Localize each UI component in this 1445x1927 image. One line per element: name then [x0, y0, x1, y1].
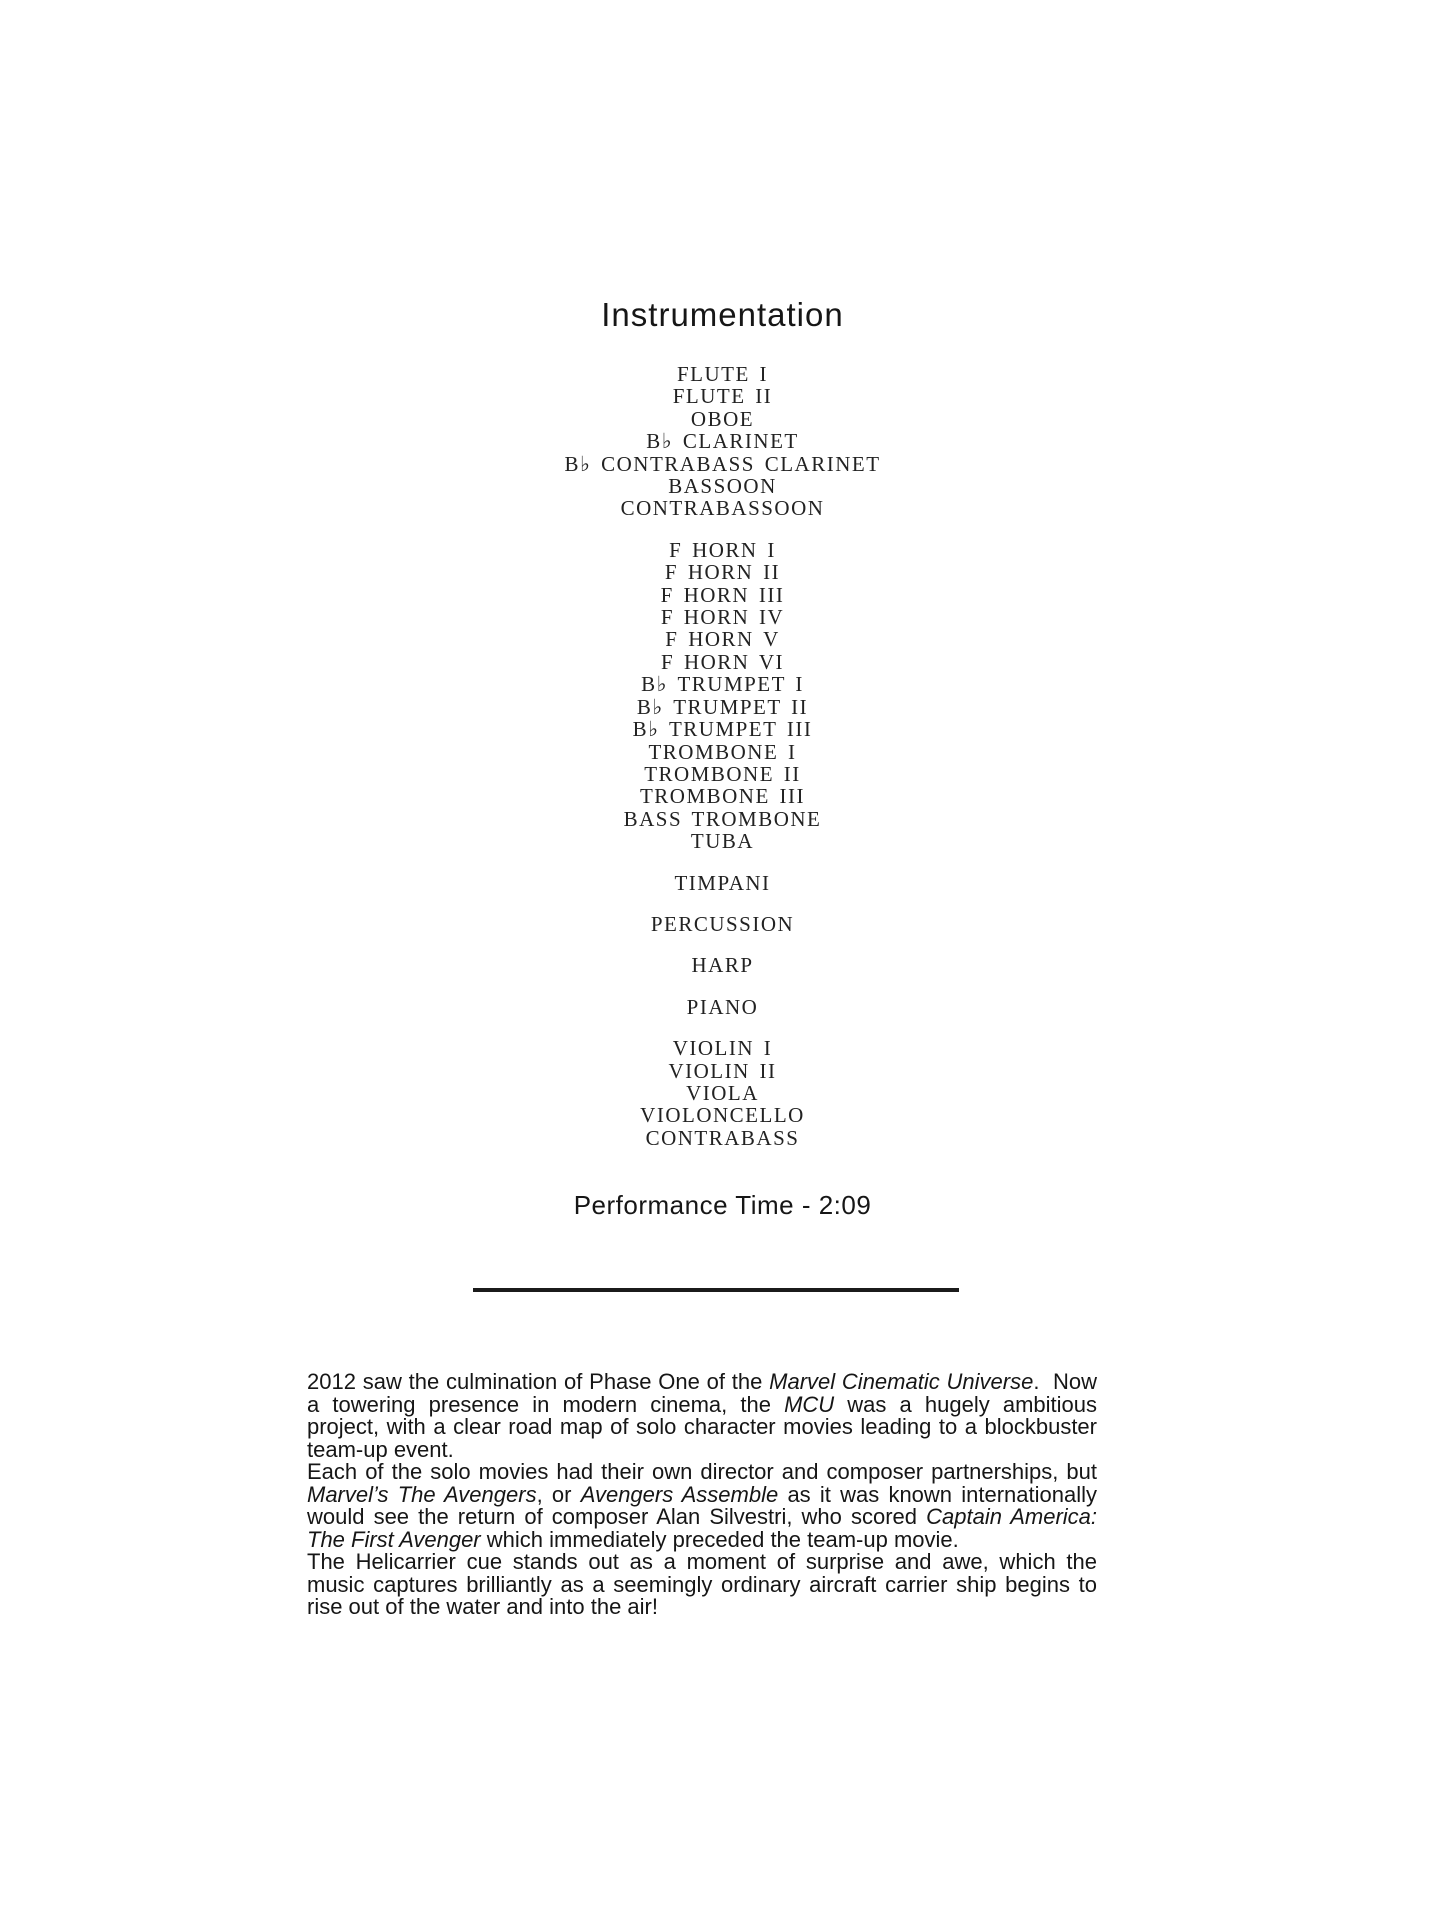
instrument-line: F HORN III: [660, 582, 785, 607]
instrument-line: VIOLIN I: [672, 1036, 773, 1061]
note-text-italic: Marvel Cinematic Universe: [769, 1369, 1034, 1394]
instrument-line: F HORN I: [669, 537, 776, 562]
instrument-line: HARP: [691, 953, 754, 978]
instrument-line: F HORN II: [664, 560, 781, 585]
instrument-line: TUBA: [690, 829, 755, 854]
instrument-line: OBOE: [690, 406, 755, 431]
page-title: Instrumentation: [601, 296, 844, 333]
program-note-paragraph: [307, 1371, 1097, 1461]
note-text: Each of the solo movies had their own director and composer partnerships, but: [307, 1459, 1097, 1484]
note-text: , or: [536, 1481, 581, 1507]
instrument-line: B♭ TRUMPET II: [636, 694, 809, 719]
instrument-line: FLUTE I: [676, 362, 769, 386]
instrument-group-strings: [0, 1037, 1445, 1149]
instrument-line: PIANO: [686, 994, 759, 1019]
note-text-italic: Captain America: The First Avenger: [307, 1504, 1098, 1552]
instrument-line: B♭ TRUMPET I: [641, 672, 804, 697]
program-note-paragraph: [307, 1461, 1097, 1551]
note-text-italic: Marvel’s The Avengers: [307, 1481, 537, 1507]
instrument-line: VIOLA: [686, 1080, 759, 1105]
instrument-line: VIOLONCELLO: [640, 1103, 805, 1128]
instrument-line: F HORN IV: [660, 605, 785, 630]
program-notes: [307, 1371, 1097, 1619]
instrument-line: B♭ TRUMPET III: [632, 717, 813, 742]
instrument-line: F HORN V: [665, 627, 780, 652]
performance-time: Performance Time - 2:09: [573, 1190, 872, 1220]
instrument-group-timpani: [0, 872, 1445, 894]
instrument-line: TROMBONE II: [644, 761, 801, 786]
instrument-line: CONTRABASS: [645, 1125, 800, 1150]
note-text: 2012 saw the culmination of Phase One of the: [307, 1369, 770, 1394]
instrument-line: BASSOON: [668, 474, 777, 499]
note-text-italic: Avengers Assemble: [580, 1481, 779, 1507]
instrument-list: [0, 363, 1445, 1149]
instrument-line: VIOLIN II: [668, 1058, 777, 1083]
note-text: as it was known internationally would see the return of composer Alan Silvestri, who scored: [307, 1481, 1098, 1529]
instrument-line: B♭ CONTRABASS CLARINET: [564, 451, 881, 476]
instrument-line: BASS TROMBONE: [623, 806, 822, 831]
divider-rule: [473, 1288, 959, 1292]
note-text: . Now a towering presence in modern cinema, the: [307, 1369, 1097, 1417]
program-note-paragraph: [307, 1551, 1097, 1619]
note-text: which immediately preceded the team-up movie.: [480, 1526, 959, 1552]
note-text-italic: MCU: [784, 1391, 835, 1417]
instrument-line: F HORN VI: [661, 649, 784, 674]
instrument-line: B♭ CLARINET: [646, 429, 799, 454]
instrument-line: PERCUSSION: [650, 911, 795, 936]
instrument-group-harp: [0, 954, 1445, 976]
instrument-line: TROMBONE I: [648, 739, 797, 764]
instrument-group-brass: [0, 539, 1445, 853]
instrument-group-woodwinds: [0, 363, 1445, 520]
note-text: The Helicarrier cue stands out as a moment of surprise and awe, which the music captures brilliantly as a seemingly ordinary aircraft carrier ship begins to rise out of the water and into the air!: [307, 1549, 1097, 1619]
instrument-group-piano: [0, 996, 1445, 1018]
instrument-group-percussion: [0, 913, 1445, 935]
note-text: was a hugely ambitious project, with a clear road map of solo character movies leading to a blockbuster team-up event.: [307, 1391, 1097, 1462]
instrument-line: FLUTE II: [672, 384, 773, 409]
instrument-line: CONTRABASSOON: [620, 496, 825, 521]
instrument-line: TROMBONE III: [639, 784, 806, 809]
instrument-line: TIMPANI: [674, 870, 771, 895]
